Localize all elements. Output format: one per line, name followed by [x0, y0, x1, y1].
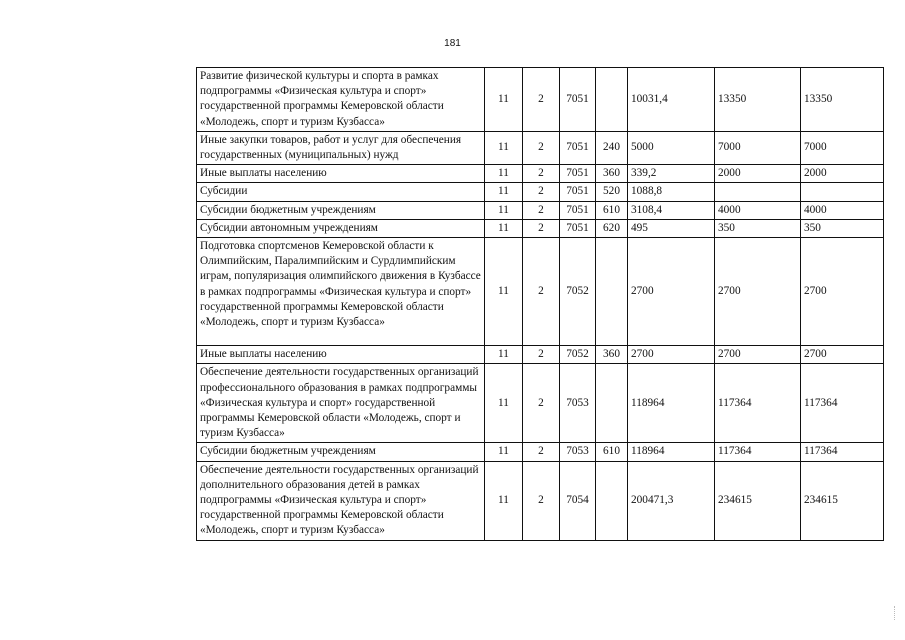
amount-year-3: 117364 [801, 443, 884, 461]
table-row [197, 238, 884, 346]
article-code: 7051 [560, 201, 596, 219]
row-name: Иные закупки товаров, работ и услуг для обеспечения государственных (муниципальных) нужд [197, 131, 485, 164]
section-code: 11 [485, 346, 523, 364]
amount-year-1: 118964 [628, 443, 715, 461]
amount-year-1: 200471,3 [628, 461, 715, 540]
row-name: Субсидии бюджетным учреждениям [197, 201, 485, 219]
expense-type-code: 620 [596, 219, 628, 237]
expense-type-code: 240 [596, 131, 628, 164]
expense-type-code [596, 461, 628, 540]
article-code: 7051 [560, 68, 596, 132]
amount-year-1: 2700 [628, 346, 715, 364]
amount-year-3: 4000 [801, 201, 884, 219]
article-code: 7051 [560, 165, 596, 183]
section-code: 11 [485, 165, 523, 183]
row-name: Обеспечение деятельности государственных организаций профессионального образования в рамках подпрограммы «Физическая культура и спорт» государственной программы Кемеровской области «Молодежь, спорт и туризм Кузбасса» [197, 364, 485, 443]
amount-year-2: 7000 [715, 131, 801, 164]
amount-year-3: 7000 [801, 131, 884, 164]
amount-year-1: 3108,4 [628, 201, 715, 219]
article-code: 7051 [560, 183, 596, 201]
table-row [197, 461, 884, 540]
table-row [197, 68, 884, 132]
amount-year-3: 117364 [801, 364, 884, 443]
amount-year-1: 10031,4 [628, 68, 715, 132]
article-code: 7051 [560, 131, 596, 164]
amount-year-1: 339,2 [628, 165, 715, 183]
article-code: 7052 [560, 238, 596, 346]
section-code: 11 [485, 131, 523, 164]
table-row [197, 201, 884, 219]
scan-edge-mark [894, 606, 896, 620]
amount-year-1: 1088,8 [628, 183, 715, 201]
section-code: 11 [485, 183, 523, 201]
expense-type-code [596, 68, 628, 132]
amount-year-1: 5000 [628, 131, 715, 164]
section-code: 11 [485, 238, 523, 346]
amount-year-3: 234615 [801, 461, 884, 540]
amount-year-2: 350 [715, 219, 801, 237]
amount-year-3 [801, 183, 884, 201]
amount-year-3: 2700 [801, 346, 884, 364]
section-code: 11 [485, 219, 523, 237]
row-name: Обеспечение деятельности государственных организаций дополнительного образования детей в рамках подпрограммы «Физическая культура и спорт» государственной программы Кемеровской области «Молодежь, спорт и туризм Кузбасса» [197, 461, 485, 540]
amount-year-3: 13350 [801, 68, 884, 132]
amount-year-1: 118964 [628, 364, 715, 443]
amount-year-3: 2700 [801, 238, 884, 346]
amount-year-3: 2000 [801, 165, 884, 183]
amount-year-2: 117364 [715, 443, 801, 461]
amount-year-2 [715, 183, 801, 201]
amount-year-2: 2700 [715, 346, 801, 364]
expense-type-code [596, 364, 628, 443]
subsection-code: 2 [523, 238, 560, 346]
expense-type-code: 360 [596, 165, 628, 183]
table-row [197, 443, 884, 461]
expense-type-code: 610 [596, 443, 628, 461]
subsection-code: 2 [523, 131, 560, 164]
table-row [197, 131, 884, 164]
subsection-code: 2 [523, 219, 560, 237]
subsection-code: 2 [523, 461, 560, 540]
expense-type-code: 360 [596, 346, 628, 364]
budget-table [196, 67, 884, 541]
article-code: 7053 [560, 364, 596, 443]
section-code: 11 [485, 364, 523, 443]
table-row [197, 165, 884, 183]
subsection-code: 2 [523, 364, 560, 443]
row-name: Иные выплаты населению [197, 165, 485, 183]
amount-year-1: 2700 [628, 238, 715, 346]
row-name: Развитие физической культуры и спорта в рамках подпрограммы «Физическая культура и спорт» государственной программы Кемеровской области «Молодежь, спорт и туризм Кузбасса» [197, 68, 485, 132]
amount-year-2: 234615 [715, 461, 801, 540]
row-name: Субсидии бюджетным учреждениям [197, 443, 485, 461]
expense-type-code [596, 238, 628, 346]
expense-type-code: 610 [596, 201, 628, 219]
amount-year-2: 2000 [715, 165, 801, 183]
page-number: 181 [444, 38, 461, 49]
subsection-code: 2 [523, 183, 560, 201]
article-code: 7053 [560, 443, 596, 461]
row-name: Субсидии автономным учреждениям [197, 219, 485, 237]
section-code: 11 [485, 68, 523, 132]
subsection-code: 2 [523, 346, 560, 364]
section-code: 11 [485, 201, 523, 219]
amount-year-2: 4000 [715, 201, 801, 219]
table-row [197, 219, 884, 237]
expense-type-code: 520 [596, 183, 628, 201]
subsection-code: 2 [523, 68, 560, 132]
table-row [197, 183, 884, 201]
amount-year-2: 2700 [715, 238, 801, 346]
section-code: 11 [485, 461, 523, 540]
amount-year-1: 495 [628, 219, 715, 237]
subsection-code: 2 [523, 165, 560, 183]
table-row [197, 364, 884, 443]
subsection-code: 2 [523, 201, 560, 219]
row-name: Субсидии [197, 183, 485, 201]
table-row [197, 346, 884, 364]
row-name: Подготовка спортсменов Кемеровской области к Олимпийским, Паралимпийским и Сурдлимпийским играм, популяризация олимпийского движения в Кузбассе в рамках подпрограммы «Физическая культура и спорт» государственной программы Кемеровской области «Молодежь, спорт и туризм Кузбасса» [197, 238, 485, 346]
subsection-code: 2 [523, 443, 560, 461]
amount-year-2: 13350 [715, 68, 801, 132]
section-code: 11 [485, 443, 523, 461]
row-name: Иные выплаты населению [197, 346, 485, 364]
amount-year-2: 117364 [715, 364, 801, 443]
article-code: 7051 [560, 219, 596, 237]
article-code: 7054 [560, 461, 596, 540]
amount-year-3: 350 [801, 219, 884, 237]
article-code: 7052 [560, 346, 596, 364]
